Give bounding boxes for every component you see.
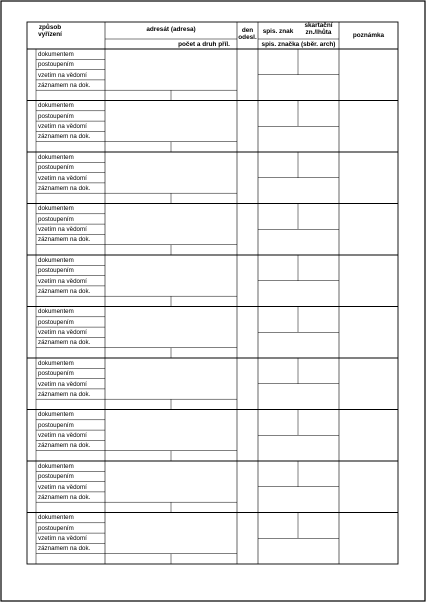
- method-label: dokumentem: [38, 308, 74, 316]
- header-attachments: počet a druh příl.: [178, 41, 230, 48]
- method-label: záznamem na dok.: [38, 287, 91, 295]
- method-label: postoupením: [38, 215, 74, 223]
- header-file-mark: spis. znak: [262, 28, 294, 35]
- method-label: postoupením: [38, 112, 74, 120]
- header-file-number: spis. značka (sběr. arch): [261, 41, 336, 48]
- header-addressee: adresát (adresa): [146, 26, 196, 33]
- method-label: postoupením: [38, 61, 74, 69]
- method-label: vzetím na vědomí: [38, 226, 87, 234]
- method-label: záznamem na dok.: [38, 545, 91, 553]
- header-sent-line1: den: [241, 27, 254, 34]
- header-sent-line2: odesl.: [238, 34, 257, 42]
- method-label: vzetím na vědomí: [38, 71, 87, 79]
- method-label: vzetím na vědomí: [38, 483, 87, 491]
- method-label: záznamem na dok.: [38, 390, 91, 398]
- method-label: dokumentem: [38, 514, 74, 522]
- method-label: postoupením: [38, 524, 74, 532]
- method-label: záznamem na dok.: [38, 81, 91, 89]
- header-note: poznámka: [352, 32, 385, 39]
- method-label: dokumentem: [38, 102, 74, 110]
- method-label: vzetím na vědomí: [38, 277, 87, 285]
- header-shred: [298, 22, 339, 37]
- header-shred-line2: zn./lhůta: [305, 29, 332, 37]
- method-label: dokumentem: [38, 153, 74, 161]
- method-label: postoupením: [38, 421, 74, 429]
- method-label: dokumentem: [38, 411, 74, 419]
- method-label: dokumentem: [38, 359, 74, 367]
- method-label: postoupením: [38, 267, 74, 275]
- method-label: záznamem na dok.: [38, 133, 91, 141]
- method-label: dokumentem: [38, 462, 74, 470]
- method-label: dokumentem: [38, 205, 74, 213]
- header-sent: [237, 27, 258, 42]
- method-label: vzetím na vědomí: [38, 380, 87, 388]
- method-label: záznamem na dok.: [38, 442, 91, 450]
- method-label: postoupením: [38, 370, 74, 378]
- method-label: záznamem na dok.: [38, 493, 91, 501]
- method-label: vzetím na vědomí: [38, 329, 87, 337]
- method-label: postoupením: [38, 164, 74, 172]
- page-border: [1, 1, 425, 601]
- method-label: záznamem na dok.: [38, 184, 91, 192]
- header-method-line1: způsob: [38, 24, 62, 31]
- method-label: vzetím na vědomí: [38, 535, 87, 543]
- header-method: [27, 24, 73, 39]
- method-label: vzetím na vědomí: [38, 432, 87, 440]
- method-label: postoupením: [38, 473, 74, 481]
- header-method-line2: vyřízení: [38, 31, 62, 39]
- method-label: záznamem na dok.: [38, 236, 91, 244]
- method-label: vzetím na vědomí: [38, 174, 87, 182]
- method-label: dokumentem: [38, 50, 74, 58]
- method-label: dokumentem: [38, 256, 74, 264]
- header-shred-line1: skartační: [304, 22, 333, 29]
- method-label: vzetím na vědomí: [38, 123, 87, 131]
- method-label: záznamem na dok.: [38, 339, 91, 347]
- method-label: postoupením: [38, 318, 74, 326]
